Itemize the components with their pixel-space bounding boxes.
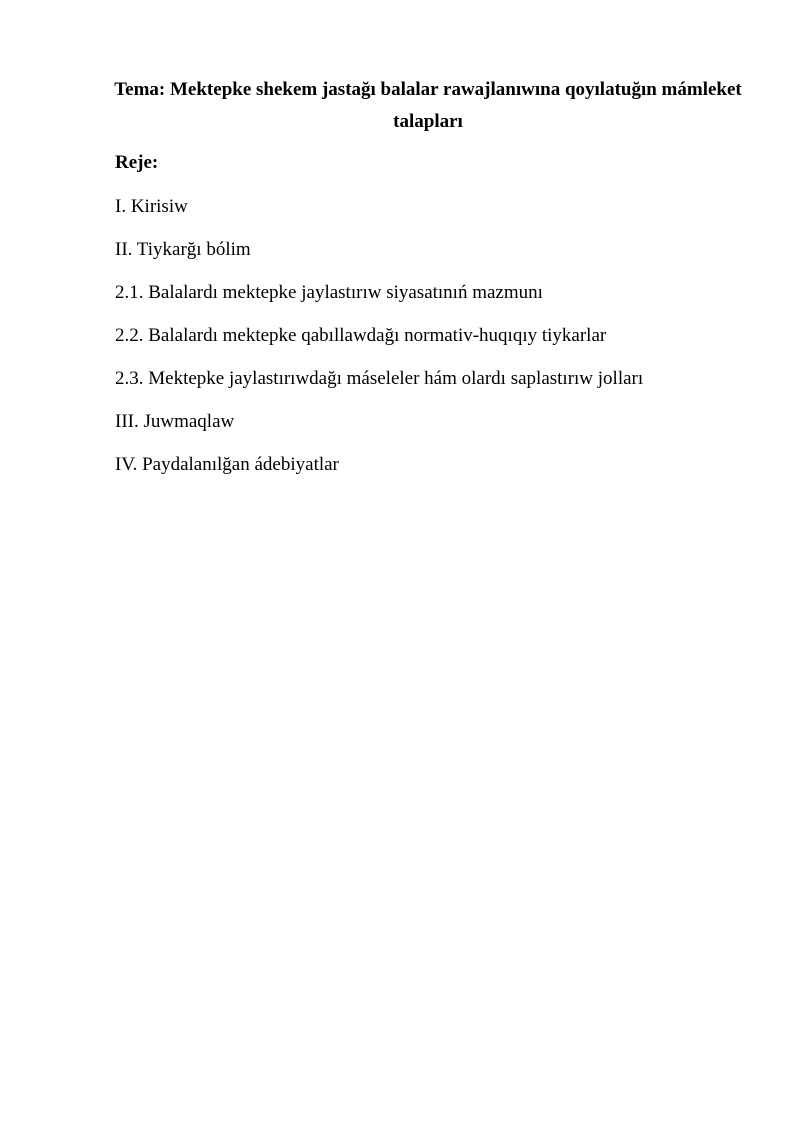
outline-item-introduction: I. Kirisiw [115,196,188,217]
document-title: Tema: Mektepke shekem jastağı balalar rawajlanıwına qoyılatuğın mámleket talapları [114,79,742,132]
outline-item-2-1: 2.1. Balalardı mektepke jaylastırıw siyasatınıń mazmunı [115,282,543,303]
plan-heading: Reje: [115,152,159,173]
outline-item-2-3: 2.3. Mektepke jaylastırıwdağı máseleler hám olardı saplastırıw jolları [115,368,644,389]
outline-item-references: IV. Paydalanılğan ádebiyatlar [115,454,339,475]
outline-item-main-part: II. Tiykarğı bólim [115,239,251,260]
outline-item-conclusion: III. Juwmaqlaw [115,411,235,432]
outline-list [115,194,643,495]
outline-item-2-2: 2.2. Balalardı mektepke qabıllawdağı normativ-huqıqıy tiykarlar [115,325,607,346]
